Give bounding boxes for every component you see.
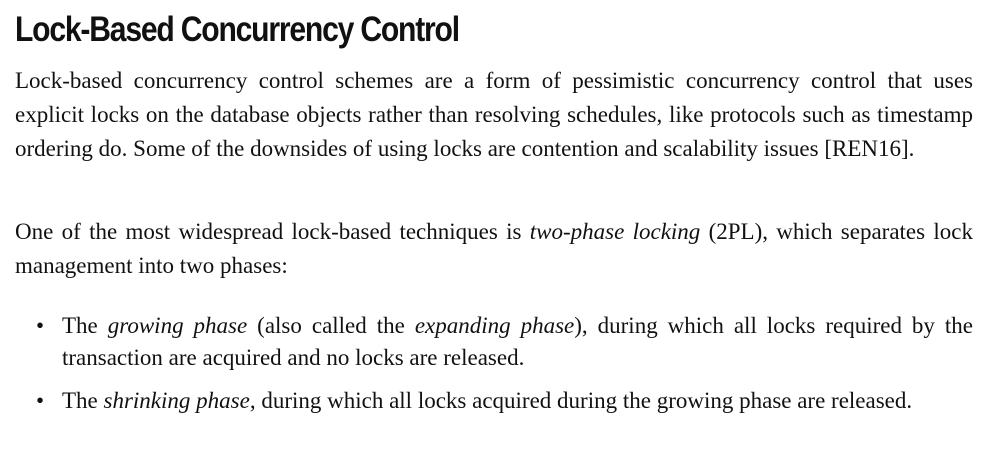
section-heading: Lock-Based Concurrency Control bbox=[15, 10, 459, 49]
paragraph-text: One of the most widespread lock-based techniques is bbox=[15, 219, 530, 244]
list-text: ), during which all locks required by the transaction are acquired and no locks are released. bbox=[62, 313, 973, 370]
list-text: , during which all locks acquired during the growing phase are released. bbox=[249, 388, 913, 413]
intro-paragraph: Lock-based concurrency control schemes are a form of pessimistic concurrency control that uses explicit locks on the database objects rather than resolving schedules, like protocols such as timestamp ordering do. Some of the downsides of using locks are contention and scalability issues [REN16]. bbox=[15, 68, 973, 161]
bullet-icon: • bbox=[36, 313, 45, 338]
emphasized-term: growing phase bbox=[107, 313, 248, 338]
list-text: The bbox=[62, 388, 104, 413]
paragraph-text: (2PL), which separates lock management into two phases: bbox=[15, 219, 973, 278]
2pl-paragraph bbox=[15, 215, 973, 283]
phase-list bbox=[15, 310, 973, 428]
emphasized-term: two-phase locking bbox=[529, 219, 701, 244]
list-item bbox=[15, 310, 973, 374]
list-text: (also called the bbox=[247, 313, 415, 338]
bullet-icon: • bbox=[36, 388, 45, 413]
list-text: The bbox=[62, 313, 108, 338]
list-item bbox=[15, 385, 973, 417]
emphasized-term: shrinking phase bbox=[103, 388, 250, 413]
emphasized-term: expanding phase bbox=[414, 313, 575, 338]
